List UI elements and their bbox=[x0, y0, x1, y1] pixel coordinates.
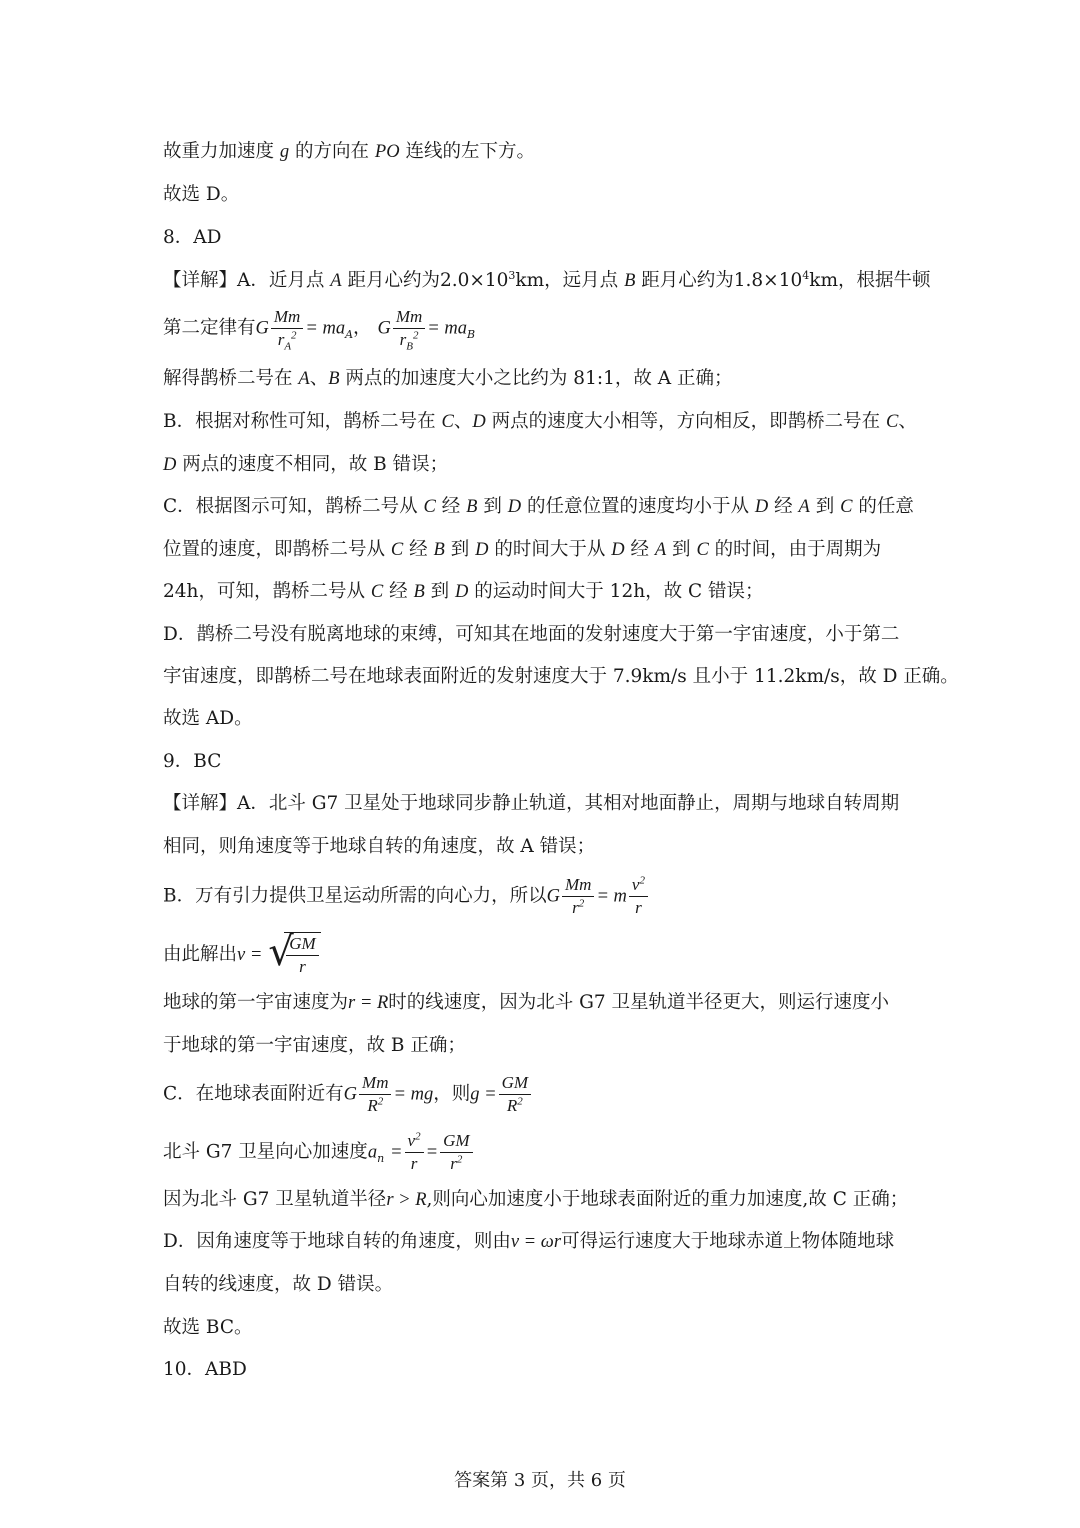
fraction: $\frac{Mm}{r_A^2}$ bbox=[271, 306, 303, 351]
fraction: $\frac{Mm}{r^2}$ bbox=[562, 874, 594, 919]
formula-line: B．万有引力提供卫星运动所需的向心力，所以G $\frac{Mm}{r^2}$ = m $\frac{v^2}{r}$ bbox=[163, 874, 930, 919]
text-line: B．根据对称性可知，鹊桥二号在 C、D 两点的速度大小相等，方向相反，即鹊桥二号在 C、 bbox=[163, 411, 917, 432]
text-line: 地球的第一宇宙速度为r = R时的线速度，因为北斗 G7 卫星轨道半径更大，则运行速度小 bbox=[163, 992, 890, 1013]
question-number: 9．BC bbox=[163, 751, 222, 772]
text-line: 故选 AD。 bbox=[163, 708, 253, 729]
text-line: 位置的速度，即鹊桥二号从 C 经 B 到 D 的时间大于从 D 经 A 到 C 的时间，由于周期为 bbox=[163, 539, 882, 560]
fraction: $\frac{GM}{r^2}$ bbox=[440, 1130, 472, 1175]
square-root: √ $\frac{GM}{r}$ bbox=[268, 932, 320, 978]
text-line: 宇宙速度，即鹊桥二号在地球表面附近的发射速度大于 7.9km/s 且小于 11.2km/s，故 D 正确。 bbox=[163, 666, 959, 687]
text-line: 【详解】A．近月点 A 距月心约为$2.0\times 10^3km$，远月点 B 距月心约为$1.8\times 10^4km$，根据牛顿 bbox=[163, 268, 931, 291]
formula-line: C．在地球表面附近有G $\frac{Mm}{R^2}$ = mg，则g = $\frac{GM}{R^2}$ bbox=[163, 1072, 930, 1117]
fraction: $\frac{Mm}{R^2}$ bbox=[359, 1072, 391, 1117]
text-line: 故选 D。 bbox=[163, 184, 240, 205]
fraction: $\frac{GM}{R^2}$ bbox=[499, 1072, 531, 1117]
text-line: 24h，可知，鹊桥二号从 C 经 B 到 D 的运动时间大于 12h，故 C 错误； bbox=[163, 581, 764, 602]
text-line: 相同，则角速度等于地球自转的角速度，故 A 错误； bbox=[163, 836, 596, 857]
fraction: $\frac{Mm}{r_B^2}$ bbox=[393, 306, 425, 351]
question-number: 10．ABD bbox=[163, 1359, 247, 1380]
text-line: 故选 BC。 bbox=[163, 1317, 253, 1338]
text-line: C．根据图示可知，鹊桥二号从 C 经 B 到 D 的任意位置的速度均小于从 D 经 A 到 C 的任意 bbox=[163, 496, 914, 517]
text-line: 【详解】A．北斗 G7 卫星处于地球同步静止轨道，其相对地面静止，周期与地球自转周期 bbox=[163, 793, 900, 814]
question-number: 8．AD bbox=[163, 227, 222, 248]
fraction: $\frac{v^2}{r}$ bbox=[405, 1130, 424, 1175]
fraction: $\frac{GM}{r}$ bbox=[286, 933, 318, 978]
text-line: D．因角速度等于地球自转的角速度，则由v = ωr可得运行速度大于地球赤道上物体随地球 bbox=[163, 1231, 895, 1252]
formula-line: 第二定律有G $\frac{Mm}{r_A^2}$ = $ma_A$， G $\frac{Mm}{r_B^2}$ = $ma_B$ bbox=[163, 307, 476, 353]
text-line: 因为北斗 G7 卫星轨道半径r > R,则向心加速度小于地球表面附近的重力加速度,故 C 正确； bbox=[163, 1189, 909, 1210]
text-line: 自转的线速度，故 D 错误。 bbox=[163, 1274, 394, 1295]
text-line: 解得鹊桥二号在 A、B 两点的加速度大小之比约为 81:1，故 A 正确； bbox=[163, 368, 733, 389]
text-line: D．鹊桥二号没有脱离地球的束缚，可知其在地面的发射速度大于第一宇宙速度，小于第二 bbox=[163, 624, 900, 645]
formula-line: 由此解出v = √ $\frac{GM}{r}$ bbox=[163, 932, 930, 978]
formula-line: 北斗 G7 卫星向心加速度$a_n$ = $\frac{v^2}{r}$ = $\frac{GM}{r^2}$ bbox=[163, 1130, 930, 1175]
text-line: 故重力加速度 g 的方向在 PO 连线的左下方。 bbox=[163, 141, 535, 162]
fraction: $\frac{v^2}{r}$ bbox=[629, 874, 648, 919]
page-footer: 答案第 3 页，共 6 页 bbox=[454, 1470, 626, 1491]
text-line: 于地球的第一宇宙速度，故 B 正确； bbox=[163, 1035, 466, 1056]
text-line: D 两点的速度不相同，故 B 错误； bbox=[163, 454, 449, 475]
